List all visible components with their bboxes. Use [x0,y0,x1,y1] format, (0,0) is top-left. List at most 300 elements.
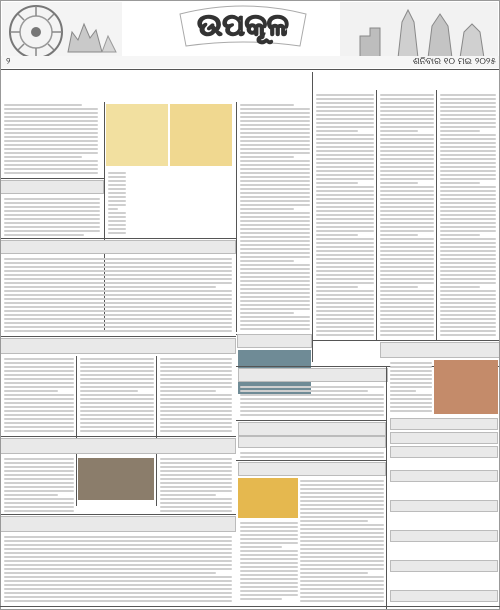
text-line [160,390,216,392]
text-line [80,418,154,420]
text-line [240,558,298,560]
text-line [4,116,98,118]
text-line [4,302,232,304]
text-line [380,206,434,208]
text-line [300,556,384,558]
text-line [440,146,496,148]
text-line [80,414,154,416]
text-line [4,378,74,380]
text-line [108,228,126,230]
text-line [4,458,74,460]
text-line [240,112,310,114]
text-line [160,366,232,368]
text-line [80,406,154,408]
text-line [240,300,310,302]
text-line [240,542,298,544]
text-line [440,106,496,108]
text-line [108,216,126,218]
text-line [316,170,374,172]
text-line [300,564,384,566]
text-line [380,334,434,336]
text-line [160,402,232,404]
text-line [316,222,374,224]
text-line [440,138,496,140]
text-line [440,322,496,324]
text-line [440,174,496,176]
text-line [240,312,294,314]
text-line [4,462,74,464]
text-line [380,158,434,160]
text-line [440,274,496,276]
text-line [4,394,74,396]
text-line [4,430,74,432]
text-line [4,540,232,542]
text-line [240,538,298,540]
text-line [380,106,434,108]
text-line [240,140,310,142]
text-line [160,510,232,512]
text-line [4,414,74,416]
text-line [440,250,496,252]
text-line [390,382,432,384]
text-line [4,478,74,480]
text-line [440,234,480,236]
text-line [108,172,126,174]
text-line [240,452,384,454]
text-line [380,226,434,228]
text-line [4,136,98,138]
text-line [4,564,232,566]
text-line [240,104,294,106]
text-line [240,256,310,258]
text-line [300,516,384,518]
text-line [160,374,232,376]
text-line [316,250,374,252]
text-line [380,214,434,216]
text-line [380,234,418,236]
text-line [240,160,310,162]
text-line [390,394,432,396]
text-line [300,480,384,482]
text-line [4,198,100,200]
text-line [240,406,384,408]
text-line [440,202,496,204]
text-line [108,212,126,214]
text-line [4,402,74,404]
text-line [160,506,232,508]
text-line [440,334,496,336]
text-line [380,314,434,316]
text-line [240,324,310,326]
text-line [380,254,434,256]
text-line [4,366,74,368]
text-line [380,258,434,260]
text-line [380,194,434,196]
text-line [160,426,232,428]
text-line [4,398,74,400]
text-line [300,504,384,506]
text-line [300,492,384,494]
text-line [4,318,232,320]
text-line [316,238,374,240]
text-line [4,286,216,288]
text-line [316,270,374,272]
text-line [4,282,232,284]
text-line [4,382,74,384]
text-line [108,176,126,178]
text-line [440,154,496,156]
text-line [300,572,368,574]
text-line [440,150,496,152]
text-line [300,512,384,514]
text-line [80,422,154,424]
text-line [240,308,310,310]
text-line [4,362,74,364]
text-line [440,298,496,300]
text-line [80,378,154,380]
text-line [380,146,434,148]
text-line [440,210,496,212]
text-line [80,394,154,396]
text-line [240,288,310,290]
text-line [380,134,434,136]
text-line [160,486,232,488]
text-line [316,302,374,304]
edition-date: ଶନିବାର ୧୦ ମଇ ୨୦୨୫ [412,57,496,67]
text-line [160,462,232,464]
text-line [380,270,434,272]
text-line [380,170,434,172]
text-line [300,496,384,498]
text-line [316,158,374,160]
text-line [4,552,232,554]
text-line [108,184,126,186]
text-line [160,414,232,416]
text-line [316,278,374,280]
text-line [300,568,384,570]
text-line [316,230,374,232]
text-line [240,252,310,254]
text-line [316,114,374,116]
text-line [380,318,434,320]
text-line [316,206,374,208]
text-line [4,556,232,558]
text-line [4,410,74,412]
text-line [80,430,154,432]
text-line [316,142,374,144]
text-line [316,194,374,196]
text-line [316,174,374,176]
text-line [316,306,374,308]
text-line [440,182,480,184]
text-line [440,330,496,332]
text-line [4,164,98,166]
text-line [380,190,434,192]
text-line [240,248,310,250]
text-line [4,124,98,126]
text-line [240,562,298,564]
text-line [4,322,232,324]
text-line [240,196,310,198]
text-line [4,144,98,146]
text-line [240,526,298,528]
text-line [440,102,496,104]
text-line [316,234,358,236]
text-line [440,110,496,112]
text-line [80,358,154,360]
text-line [316,310,374,312]
text-line [380,182,418,184]
text-line [4,506,74,508]
text-line [4,132,98,134]
text-line [240,554,298,556]
text-line [4,108,98,110]
text-line [380,294,434,296]
text-line [240,410,384,412]
text-line [440,310,496,312]
text-line [440,270,496,272]
text-line [240,184,310,186]
text-line [316,218,374,220]
text-line [240,402,384,404]
text-line [4,588,232,590]
text-line [300,552,384,554]
text-line [440,294,496,296]
text-line [300,560,384,562]
text-line [380,246,434,248]
text-line [440,278,496,280]
text-line [160,474,232,476]
text-line [240,108,310,110]
text-line [440,162,496,164]
text-line [240,522,298,524]
text-line [240,240,310,242]
text-line [380,98,434,100]
text-line [160,466,232,468]
text-line [380,222,434,224]
text-line [4,600,232,602]
text-line [4,206,100,208]
text-line [380,122,434,124]
text-line [380,154,434,156]
text-line [4,330,232,332]
text-line [4,592,232,594]
text-line [4,568,232,570]
text-line [316,330,374,332]
text-line [380,166,434,168]
text-line [160,502,232,504]
text-line [316,134,374,136]
text-line [160,458,232,460]
text-line [4,274,232,276]
text-line [80,410,154,412]
text-line [440,130,480,132]
text-line [300,540,384,542]
text-line [240,148,310,150]
text-line [240,268,310,270]
text-line [4,140,98,142]
text-line [4,298,232,300]
text-line [4,168,98,170]
text-line [380,278,434,280]
text-line [390,402,432,404]
text-line [160,482,232,484]
text-line [4,152,98,154]
text-line [390,386,432,388]
text-line [4,502,74,504]
text-line [316,266,374,268]
text-line [4,112,98,114]
text-line [160,490,232,492]
text-line [316,202,374,204]
text-line [316,298,374,300]
text-line [4,466,74,468]
text-line [380,186,434,188]
text-line [316,314,374,316]
text-line [300,544,384,546]
text-line [80,374,154,376]
text-line [4,470,74,472]
text-line [4,596,232,598]
text-line [80,366,154,368]
text-line [316,246,374,248]
text-line [380,110,434,112]
text-line [440,126,496,128]
text-line [240,236,310,238]
text-line [316,138,374,140]
text-line [240,574,298,576]
text-line [240,136,310,138]
text-line [108,220,126,222]
text-line [4,306,232,308]
text-line [380,306,434,308]
text-line [240,172,310,174]
text-line [4,482,74,484]
text-line [316,242,374,244]
text-line [240,156,294,158]
text-line [4,370,74,372]
text-line [380,174,434,176]
text-line [4,406,74,408]
text-line [380,290,434,292]
text-line [300,488,384,490]
text-line [440,206,496,208]
text-line [440,318,496,320]
text-line [316,166,374,168]
text-line [240,176,310,178]
text-line [4,294,232,296]
text-line [108,196,126,198]
text-line [440,246,496,248]
text-line [300,524,384,526]
text-line [4,120,98,122]
text-line [160,394,232,396]
text-line [160,478,232,480]
text-line [316,118,374,120]
text-line [240,224,310,226]
text-line [160,422,232,424]
text-line [240,296,310,298]
text-line [160,498,232,500]
text-line [440,290,496,292]
text-line [316,110,374,112]
text-line [440,170,496,172]
text-line [316,326,374,328]
text-line [440,242,496,244]
text-line [380,202,434,204]
text-line [390,406,432,408]
text-line [240,328,310,330]
text-line [380,130,418,132]
text-line [4,426,74,428]
text-line [380,218,434,220]
text-line [240,124,310,126]
text-line [316,274,374,276]
text-line [380,322,434,324]
text-line [316,102,374,104]
text-line [300,520,368,522]
text-line [316,190,374,192]
text-line [4,498,74,500]
text-line [4,418,74,420]
text-line [316,214,374,216]
text-line [380,210,434,212]
text-line [240,276,310,278]
text-line [440,94,496,96]
text-line [440,194,496,196]
text-line [316,226,374,228]
text-line [316,322,374,324]
text-line [380,162,434,164]
text-line [4,474,74,476]
text-line [4,560,232,562]
text-line [380,178,434,180]
text-line [316,186,374,188]
text-line [380,138,434,140]
text-line [300,596,384,598]
text-line [4,390,58,392]
text-line [240,212,310,214]
text-line [300,580,384,582]
text-line [4,486,74,488]
text-line [240,578,298,580]
text-line [440,314,496,316]
text-line [316,318,374,320]
text-line [380,230,434,232]
text-line [380,198,434,200]
text-line [380,262,434,264]
text-line [316,182,358,184]
text-line [240,280,310,282]
text-line [316,130,358,132]
text-line [300,536,384,538]
text-line [240,192,310,194]
text-line [316,258,374,260]
text-line [390,390,416,392]
text-line [380,310,434,312]
text-line [4,230,100,232]
text-line [4,510,74,512]
text-line [240,456,384,458]
text-line [390,410,432,412]
text-line [440,214,496,216]
text-line [440,134,496,136]
text-line [240,414,384,416]
text-line [316,178,374,180]
text-line [240,292,310,294]
text-line [240,228,310,230]
text-line [4,210,100,212]
